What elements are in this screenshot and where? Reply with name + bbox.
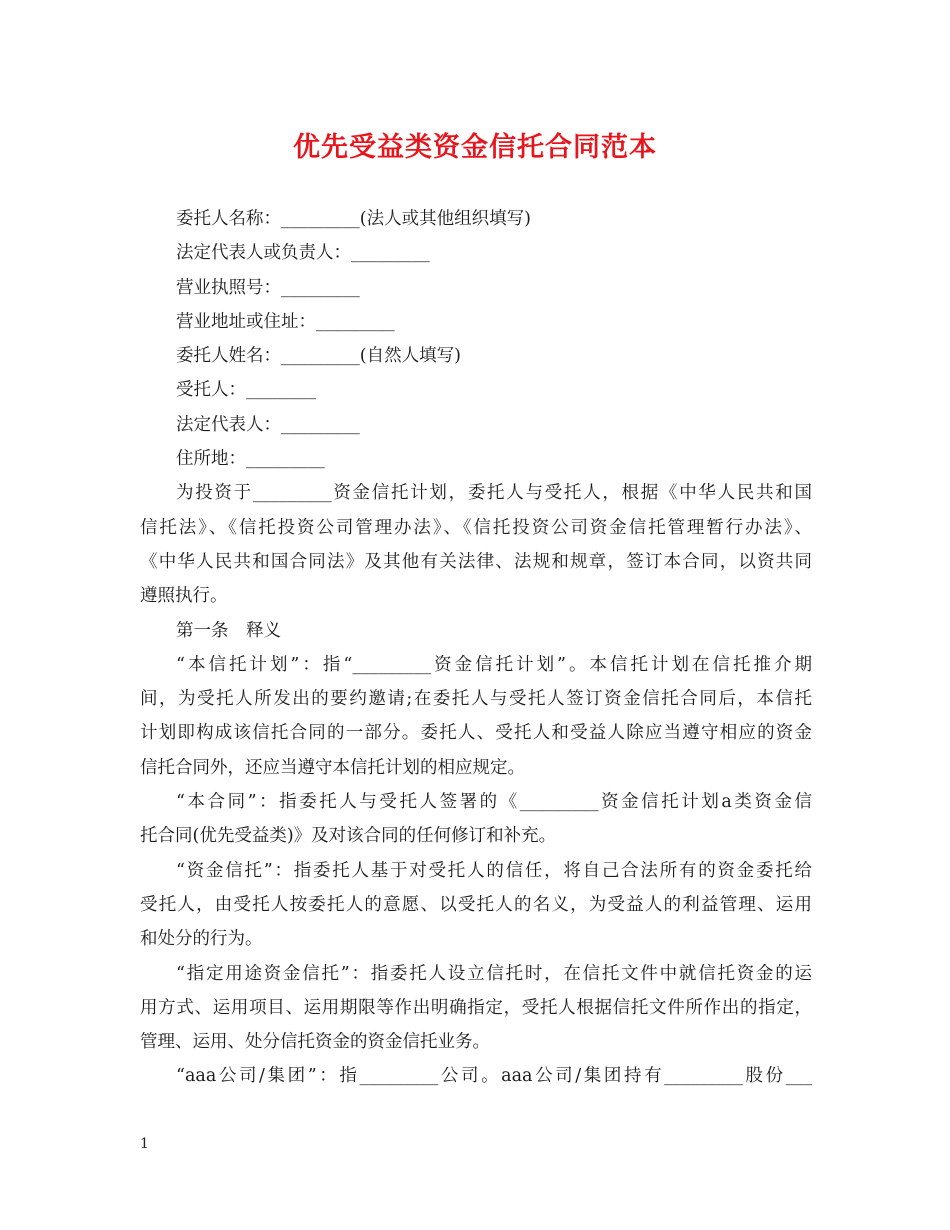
text-line: 托合同(优先受益类)》及对该合同的任何修订和补充。 — [140, 826, 557, 847]
text-line: 为投资于_________资金信托计划，委托人与受托人，根据《中华人民共和国 — [176, 483, 812, 504]
page-number: 1 — [140, 1136, 149, 1152]
text-line: 管理、运用、处分信托资金的资金信托业务。 — [140, 1032, 490, 1053]
text-line: 和处分的行为。 — [140, 929, 263, 950]
text-line: 用方式、运用项目、运用期限等作出明确指定，受托人根据信托文件所作出的指定， — [140, 997, 812, 1018]
text-line: 营业地址或住址：_________ — [176, 311, 395, 332]
text-line: 法定代表人：_________ — [176, 414, 360, 435]
text-line: “指定用途资金信托”：指委托人设立信托时，在信托文件中就信托资金的运 — [176, 963, 812, 984]
text-line: 信托法》、《信托投资公司管理办法》、《信托投资公司资金信托管理暂行办法》、 — [140, 517, 812, 538]
text-line: 受托人，由受托人按委托人的意愿、以受托人的名义，为受益人的利益管理、运用 — [140, 894, 812, 915]
document-title: 优先受益类资金信托合同范本 — [293, 132, 657, 163]
document-body — [140, 202, 812, 1094]
text-line: “本合同”：指委托人与受托人签署的《_________资金信托计划a类资金信 — [176, 792, 812, 813]
text-line: 计划即构成该信托合同的一部分。委托人、受托人和受益人除应当遵守相应的资金 — [140, 723, 812, 744]
text-line: 第一条 释义 — [176, 620, 281, 641]
text-line: 遵照执行。 — [140, 586, 228, 607]
text-line: “资金信托”：指委托人基于对受托人的信任，将自己合法所有的资金委托给 — [176, 860, 812, 881]
text-line: 营业执照号：_________ — [176, 277, 360, 298]
text-line: 委托人名称：_________(法人或其他组织填写) — [176, 209, 531, 229]
text-line: 《中华人民共和国合同法》及其他有关法律、法规和规章，签订本合同，以资共同 — [140, 551, 812, 572]
text-line: 受托人：________ — [176, 380, 316, 401]
text-line: “本信托计划”：指“_________资金信托计划”。本信托计划在信托推介期 — [176, 654, 812, 675]
text-line: 住所地：_________ — [176, 449, 325, 470]
text-line: 法定代表人或负责人：_________ — [176, 243, 430, 264]
text-line: 委托人姓名：_________(自然人填写) — [176, 346, 461, 367]
text-line: “aaa公司/集团”：指_________公司。aaa公司/集团持有_________股份___ — [176, 1066, 812, 1087]
text-line: 间，为受托人所发出的要约邀请;在委托人与受托人签订资金信托合同后，本信托 — [140, 689, 812, 710]
text-line: 信托合同外，还应当遵守本信托计划的相应规定。 — [140, 757, 525, 778]
